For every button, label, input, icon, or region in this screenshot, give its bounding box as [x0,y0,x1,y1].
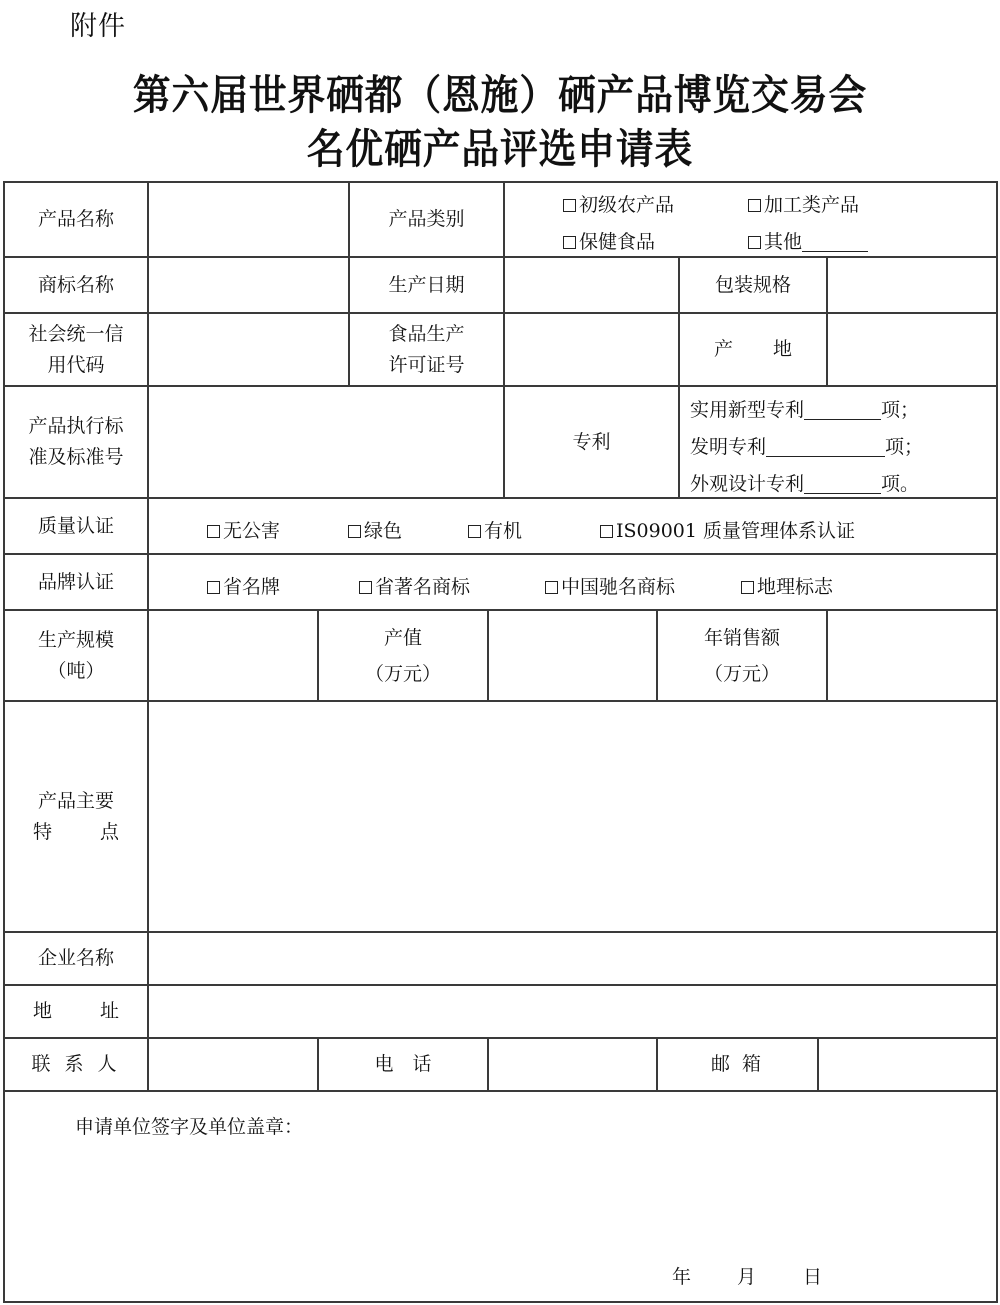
checkbox-icon[interactable] [207,525,220,538]
quality-option-iso9001[interactable] [600,516,855,543]
checkbox-icon[interactable] [741,581,754,594]
quality-option-pollution-free[interactable] [207,516,280,543]
product-name-input[interactable] [149,183,348,256]
production-date-input[interactable] [505,258,678,312]
checkbox-icon[interactable] [359,581,372,594]
option-label: 中国驰名商标 [561,576,676,598]
food-license-label-line1: 食品生产 [388,322,465,345]
annual-sales-input[interactable] [828,611,996,700]
option-label: 有机 [484,520,523,542]
option-label: 地理标志 [757,576,834,598]
address-label [5,986,147,1037]
company-name-label-text: 企业名称 [37,947,114,969]
origin-label-left: 产 [713,338,733,360]
option-label: 省名牌 [223,576,281,598]
patent-invention-label: 发明专利 [690,436,767,458]
checkbox-icon[interactable] [748,199,761,212]
category-option-health-food[interactable] [563,227,655,254]
patent-utility-count-input[interactable] [804,399,881,420]
checkbox-icon[interactable] [348,525,361,538]
patent-utility-suffix: 项； [881,399,920,421]
brand-cert-label [5,555,147,609]
food-license-label [350,314,503,385]
phone-label [319,1039,487,1090]
standard-label-line1: 产品执行标 [28,415,124,437]
credit-code-label-line2: 用代码 [47,353,105,376]
quality-option-green[interactable] [348,516,402,543]
patent-design-count-input[interactable] [804,473,881,494]
standard-label [5,387,147,497]
email-input[interactable] [819,1039,996,1090]
credit-code-label-line1: 社会统一信 [28,322,124,345]
email-label-text: 邮 箱 [710,1053,765,1075]
patent-invention-suffix: 项； [885,436,924,458]
company-name-label [5,933,147,984]
trademark-name-input[interactable] [149,258,348,312]
standard-input[interactable] [149,387,503,497]
output-value-label-line2: （万元） [364,662,441,685]
signature-label: 申请单位签字及单位盖章： [75,1116,304,1138]
checkbox-icon[interactable] [207,581,220,594]
row-divider [3,497,998,499]
category-option-other[interactable] [748,227,868,254]
address-label-right: 址 [100,1000,120,1022]
product-name-label-text: 产品名称 [37,208,114,230]
origin-input[interactable] [828,314,996,385]
category-option-processed[interactable] [748,190,859,217]
production-scale-label-line2: （吨） [47,659,105,682]
checkbox-icon[interactable] [468,525,481,538]
food-license-label-line2: 许可证号 [388,353,465,376]
credit-code-input[interactable] [149,314,348,385]
patent-utility-model [690,395,919,422]
option-label: IS09001 质量管理体系认证 [616,520,856,542]
patent-design-label: 外观设计专利 [690,473,805,495]
brand-option-geographic-indication[interactable] [741,572,833,599]
company-name-input[interactable] [149,933,996,984]
phone-input[interactable] [489,1039,656,1090]
production-date-label-text: 生产日期 [388,273,465,296]
credit-code-label [5,314,147,385]
option-label: 省著名商标 [375,576,471,598]
annual-sales-label-line2: （万元） [703,662,780,685]
features-label-line1: 产品主要 [37,789,114,812]
table-border-right [996,181,998,1303]
option-label: 绿色 [364,520,403,542]
standard-label-line2: 准及标准号 [28,446,124,468]
signature-month-label: 月 [737,1266,757,1288]
row-divider [3,1090,998,1092]
option-label: 无公害 [223,520,281,542]
other-fill-in-blank[interactable] [802,231,868,252]
food-license-input[interactable] [505,314,678,385]
trademark-name-label-text: 商标名称 [37,273,114,296]
page-title-line2: 名优硒产品评选申请表 [306,125,694,173]
checkbox-icon[interactable] [563,236,576,249]
brand-cert-label-text: 品牌认证 [37,570,114,593]
page-title-line1: 第六届世界硒都（恩施）硒产品博览交易会 [132,71,868,119]
patent-invention-count-input[interactable] [766,436,885,457]
contact-input[interactable] [149,1039,317,1090]
signature-year-label: 年 [672,1266,692,1288]
quality-option-organic[interactable] [468,516,522,543]
production-scale-input[interactable] [149,611,317,700]
checkbox-icon[interactable] [545,581,558,594]
product-category-label-text: 产品类别 [388,208,465,230]
signature-day-label: 日 [803,1266,823,1288]
features-label-line2-right: 点 [100,820,120,843]
features-label [5,702,147,931]
email-label [658,1039,817,1090]
product-category-label [350,183,503,256]
product-name-label [5,183,147,256]
output-value-label [319,611,487,700]
origin-label [680,314,826,385]
option-label: 其他 [764,231,803,253]
option-label: 加工类产品 [764,194,860,216]
patent-invention [690,432,923,459]
patent-label-text: 专利 [572,430,611,453]
origin-label-right: 地 [773,338,793,360]
table-border-bottom [3,1301,998,1303]
signature-area[interactable] [5,1140,996,1255]
brand-option-provincial-trademark[interactable] [359,572,470,599]
brand-option-provincial-brand[interactable] [207,572,280,599]
address-label-left: 地 [32,1000,52,1022]
annual-sales-label-line1: 年销售额 [703,626,780,649]
production-scale-label-line1: 生产规模 [37,628,114,651]
patent-design-suffix: 项。 [881,473,920,495]
checkbox-icon[interactable] [600,525,613,538]
package-spec-label-text: 包装规格 [714,273,791,296]
option-label: 初级农产品 [579,194,675,216]
production-scale-label [5,611,147,700]
package-spec-input[interactable] [828,258,996,312]
brand-option-china-well-known[interactable] [545,572,675,599]
production-date-label [350,258,503,312]
package-spec-label [680,258,826,312]
features-label-line2 [33,817,119,848]
patent-design [690,469,919,496]
checkbox-icon[interactable] [748,236,761,249]
contact-label-text: 联 系 人 [31,1053,121,1075]
checkbox-icon[interactable] [563,199,576,212]
row-divider [3,553,998,555]
output-value-input[interactable] [489,611,656,700]
patent-label [505,387,678,497]
features-label-line2-left: 特 [32,820,52,843]
output-value-label-line1: 产值 [383,626,422,649]
category-option-primary-agri[interactable] [563,190,674,217]
quality-cert-label-text: 质量认证 [37,514,114,537]
trademark-name-label [5,258,147,312]
phone-label-text: 电 话 [374,1053,432,1075]
option-label: 保健食品 [579,231,656,253]
features-textarea[interactable] [149,702,996,931]
quality-cert-label [5,499,147,553]
annual-sales-label [658,611,826,700]
address-input[interactable] [149,986,996,1037]
patent-utility-label: 实用新型专利 [690,399,805,421]
attachment-label: 附件 [70,11,126,42]
contact-label [5,1039,147,1090]
